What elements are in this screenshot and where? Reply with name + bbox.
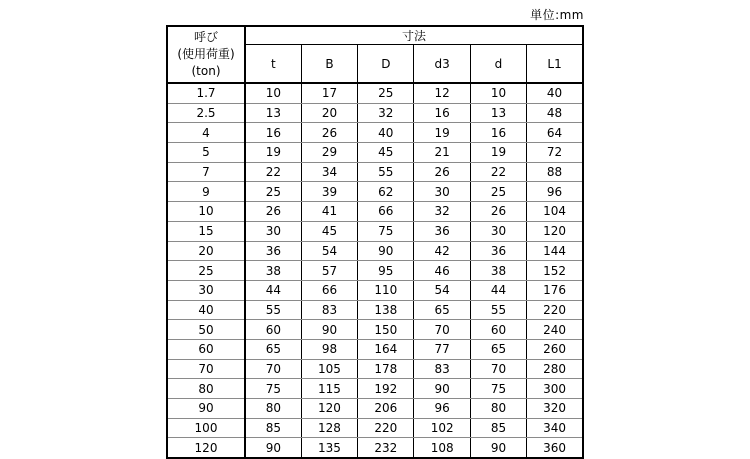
cell-d: 65 bbox=[470, 339, 526, 359]
cell-nominal: 80 bbox=[167, 379, 245, 399]
table-row bbox=[167, 418, 583, 438]
cell-d-outer: 110 bbox=[358, 280, 414, 300]
cell-nominal: 40 bbox=[167, 300, 245, 320]
cell-d3: 70 bbox=[414, 320, 470, 340]
cell-b: 135 bbox=[301, 438, 357, 458]
column-header-l1: L1 bbox=[527, 45, 583, 84]
cell-d3: 36 bbox=[414, 221, 470, 241]
cell-b: 39 bbox=[301, 182, 357, 202]
cell-d: 38 bbox=[470, 261, 526, 281]
cell-nominal: 20 bbox=[167, 241, 245, 261]
cell-t: 55 bbox=[245, 300, 301, 320]
table-row bbox=[167, 359, 583, 379]
cell-b: 98 bbox=[301, 339, 357, 359]
cell-d-outer: 32 bbox=[358, 103, 414, 123]
cell-b: 57 bbox=[301, 261, 357, 281]
column-header-b: B bbox=[301, 45, 357, 84]
cell-l1: 300 bbox=[527, 379, 583, 399]
table-row bbox=[167, 103, 583, 123]
cell-d: 75 bbox=[470, 379, 526, 399]
cell-l1: 280 bbox=[527, 359, 583, 379]
cell-l1: 96 bbox=[527, 182, 583, 202]
cell-t: 80 bbox=[245, 399, 301, 419]
cell-nominal: 120 bbox=[167, 438, 245, 458]
cell-d-outer: 206 bbox=[358, 399, 414, 419]
cell-b: 120 bbox=[301, 399, 357, 419]
column-header-d3: d3 bbox=[414, 45, 470, 84]
cell-d-outer: 138 bbox=[358, 300, 414, 320]
cell-d3: 12 bbox=[414, 83, 470, 103]
cell-l1: 120 bbox=[527, 221, 583, 241]
cell-t: 75 bbox=[245, 379, 301, 399]
cell-l1: 72 bbox=[527, 143, 583, 163]
column-header-t: t bbox=[245, 45, 301, 84]
cell-d-outer: 75 bbox=[358, 221, 414, 241]
cell-d3: 90 bbox=[414, 379, 470, 399]
cell-t: 38 bbox=[245, 261, 301, 281]
table-header bbox=[167, 26, 583, 83]
cell-d3: 30 bbox=[414, 182, 470, 202]
cell-nominal: 100 bbox=[167, 418, 245, 438]
cell-t: 13 bbox=[245, 103, 301, 123]
cell-d3: 19 bbox=[414, 123, 470, 143]
cell-b: 45 bbox=[301, 221, 357, 241]
cell-d-outer: 66 bbox=[358, 202, 414, 222]
cell-l1: 340 bbox=[527, 418, 583, 438]
cell-l1: 104 bbox=[527, 202, 583, 222]
cell-d: 44 bbox=[470, 280, 526, 300]
cell-d: 80 bbox=[470, 399, 526, 419]
cell-d: 13 bbox=[470, 103, 526, 123]
cell-d: 16 bbox=[470, 123, 526, 143]
cell-t: 70 bbox=[245, 359, 301, 379]
cell-nominal: 60 bbox=[167, 339, 245, 359]
cell-t: 36 bbox=[245, 241, 301, 261]
cell-d-outer: 192 bbox=[358, 379, 414, 399]
cell-l1: 48 bbox=[527, 103, 583, 123]
cell-t: 22 bbox=[245, 162, 301, 182]
cell-d-outer: 150 bbox=[358, 320, 414, 340]
cell-b: 83 bbox=[301, 300, 357, 320]
column-header-d: d bbox=[470, 45, 526, 84]
table-row bbox=[167, 339, 583, 359]
cell-b: 17 bbox=[301, 83, 357, 103]
table-row bbox=[167, 300, 583, 320]
column-header-d-outer: D bbox=[358, 45, 414, 84]
cell-d: 55 bbox=[470, 300, 526, 320]
cell-d: 90 bbox=[470, 438, 526, 458]
cell-b: 20 bbox=[301, 103, 357, 123]
cell-d-outer: 45 bbox=[358, 143, 414, 163]
cell-d-outer: 178 bbox=[358, 359, 414, 379]
table-row bbox=[167, 320, 583, 340]
ton-unit-label: (ton) bbox=[191, 64, 221, 78]
cell-l1: 176 bbox=[527, 280, 583, 300]
cell-t: 85 bbox=[245, 418, 301, 438]
cell-l1: 88 bbox=[527, 162, 583, 182]
cell-nominal: 25 bbox=[167, 261, 245, 281]
cell-d: 25 bbox=[470, 182, 526, 202]
table-row bbox=[167, 182, 583, 202]
cell-d-outer: 95 bbox=[358, 261, 414, 281]
table-row bbox=[167, 438, 583, 458]
cell-nominal: 50 bbox=[167, 320, 245, 340]
cell-nominal: 90 bbox=[167, 399, 245, 419]
dimension-table bbox=[166, 25, 584, 459]
table-row bbox=[167, 162, 583, 182]
cell-d3: 54 bbox=[414, 280, 470, 300]
cell-b: 29 bbox=[301, 143, 357, 163]
cell-t: 44 bbox=[245, 280, 301, 300]
cell-t: 16 bbox=[245, 123, 301, 143]
cell-d: 19 bbox=[470, 143, 526, 163]
cell-t: 26 bbox=[245, 202, 301, 222]
cell-d3: 32 bbox=[414, 202, 470, 222]
table-row bbox=[167, 83, 583, 103]
cell-d3: 26 bbox=[414, 162, 470, 182]
cell-d3: 96 bbox=[414, 399, 470, 419]
cell-l1: 240 bbox=[527, 320, 583, 340]
cell-d: 10 bbox=[470, 83, 526, 103]
cell-t: 10 bbox=[245, 83, 301, 103]
cell-l1: 40 bbox=[527, 83, 583, 103]
cell-t: 90 bbox=[245, 438, 301, 458]
table-body bbox=[167, 83, 583, 458]
cell-b: 26 bbox=[301, 123, 357, 143]
cell-l1: 360 bbox=[543, 440, 567, 455]
cell-d-outer: 25 bbox=[358, 83, 414, 103]
table-row bbox=[167, 280, 583, 300]
dimensions-group-header: 寸法 bbox=[245, 26, 583, 45]
cell-d: 30 bbox=[470, 221, 526, 241]
nominal-load-header bbox=[167, 26, 245, 83]
cell-nominal: 15 bbox=[167, 221, 245, 241]
cell-d3: 102 bbox=[414, 418, 470, 438]
working-load-label: (使用荷重) bbox=[177, 47, 235, 61]
cell-d3: 77 bbox=[414, 339, 470, 359]
cell-b: 105 bbox=[301, 359, 357, 379]
cell-b: 54 bbox=[301, 241, 357, 261]
cell-d: 85 bbox=[470, 418, 526, 438]
cell-nominal: 9 bbox=[167, 182, 245, 202]
cell-d-outer: 220 bbox=[358, 418, 414, 438]
cell-d3: 65 bbox=[414, 300, 470, 320]
cell-l1: 64 bbox=[527, 123, 583, 143]
cell-nominal: 1.7 bbox=[167, 83, 245, 103]
cell-l1: 144 bbox=[527, 241, 583, 261]
cell-l1: 260 bbox=[527, 339, 583, 359]
cell-b: 41 bbox=[301, 202, 357, 222]
table-row bbox=[167, 399, 583, 419]
cell-l1: 320 bbox=[527, 399, 583, 419]
cell-d-outer: 90 bbox=[358, 241, 414, 261]
cell-d-outer: 62 bbox=[358, 182, 414, 202]
cell-nominal: 5 bbox=[167, 143, 245, 163]
cell-nominal: 2.5 bbox=[167, 103, 245, 123]
cell-d-outer: 40 bbox=[358, 123, 414, 143]
table-row bbox=[167, 143, 583, 163]
cell-b: 34 bbox=[301, 162, 357, 182]
cell-d3: 46 bbox=[414, 261, 470, 281]
cell-d3: 16 bbox=[414, 103, 470, 123]
cell-b: 90 bbox=[301, 320, 357, 340]
cell-d-outer: 232 bbox=[358, 438, 414, 458]
cell-t: 30 bbox=[245, 221, 301, 241]
cell-d: 22 bbox=[470, 162, 526, 182]
cell-nominal: 10 bbox=[167, 202, 245, 222]
cell-b: 115 bbox=[301, 379, 357, 399]
cell-d3: 42 bbox=[414, 241, 470, 261]
cell-t: 60 bbox=[245, 320, 301, 340]
cell-b: 66 bbox=[301, 280, 357, 300]
table-row bbox=[167, 123, 583, 143]
cell-nominal: 70 bbox=[167, 359, 245, 379]
cell-t: 65 bbox=[245, 339, 301, 359]
table-row bbox=[167, 241, 583, 261]
cell-l1: 220 bbox=[527, 300, 583, 320]
cell-nominal: 7 bbox=[167, 162, 245, 182]
cell-d: 26 bbox=[470, 202, 526, 222]
header-row-group bbox=[167, 26, 583, 45]
cell-d3: 21 bbox=[414, 143, 470, 163]
cell-nominal: 4 bbox=[167, 123, 245, 143]
cell-l1: 152 bbox=[527, 261, 583, 281]
cell-nominal: 30 bbox=[167, 280, 245, 300]
cell-t: 25 bbox=[245, 182, 301, 202]
cell-d: 36 bbox=[470, 241, 526, 261]
cell-d-outer: 55 bbox=[358, 162, 414, 182]
unit-note: 単位:mm bbox=[530, 8, 584, 22]
cell-d3: 108 bbox=[414, 438, 470, 458]
nominal-label: 呼び bbox=[193, 30, 218, 44]
cell-d: 60 bbox=[470, 320, 526, 340]
cell-d-outer: 164 bbox=[358, 339, 414, 359]
table-row bbox=[167, 221, 583, 241]
cell-t: 19 bbox=[245, 143, 301, 163]
table-row bbox=[167, 379, 583, 399]
table-row bbox=[167, 261, 583, 281]
cell-b: 128 bbox=[301, 418, 357, 438]
cell-d: 70 bbox=[470, 359, 526, 379]
cell-d3: 83 bbox=[414, 359, 470, 379]
table-row bbox=[167, 202, 583, 222]
